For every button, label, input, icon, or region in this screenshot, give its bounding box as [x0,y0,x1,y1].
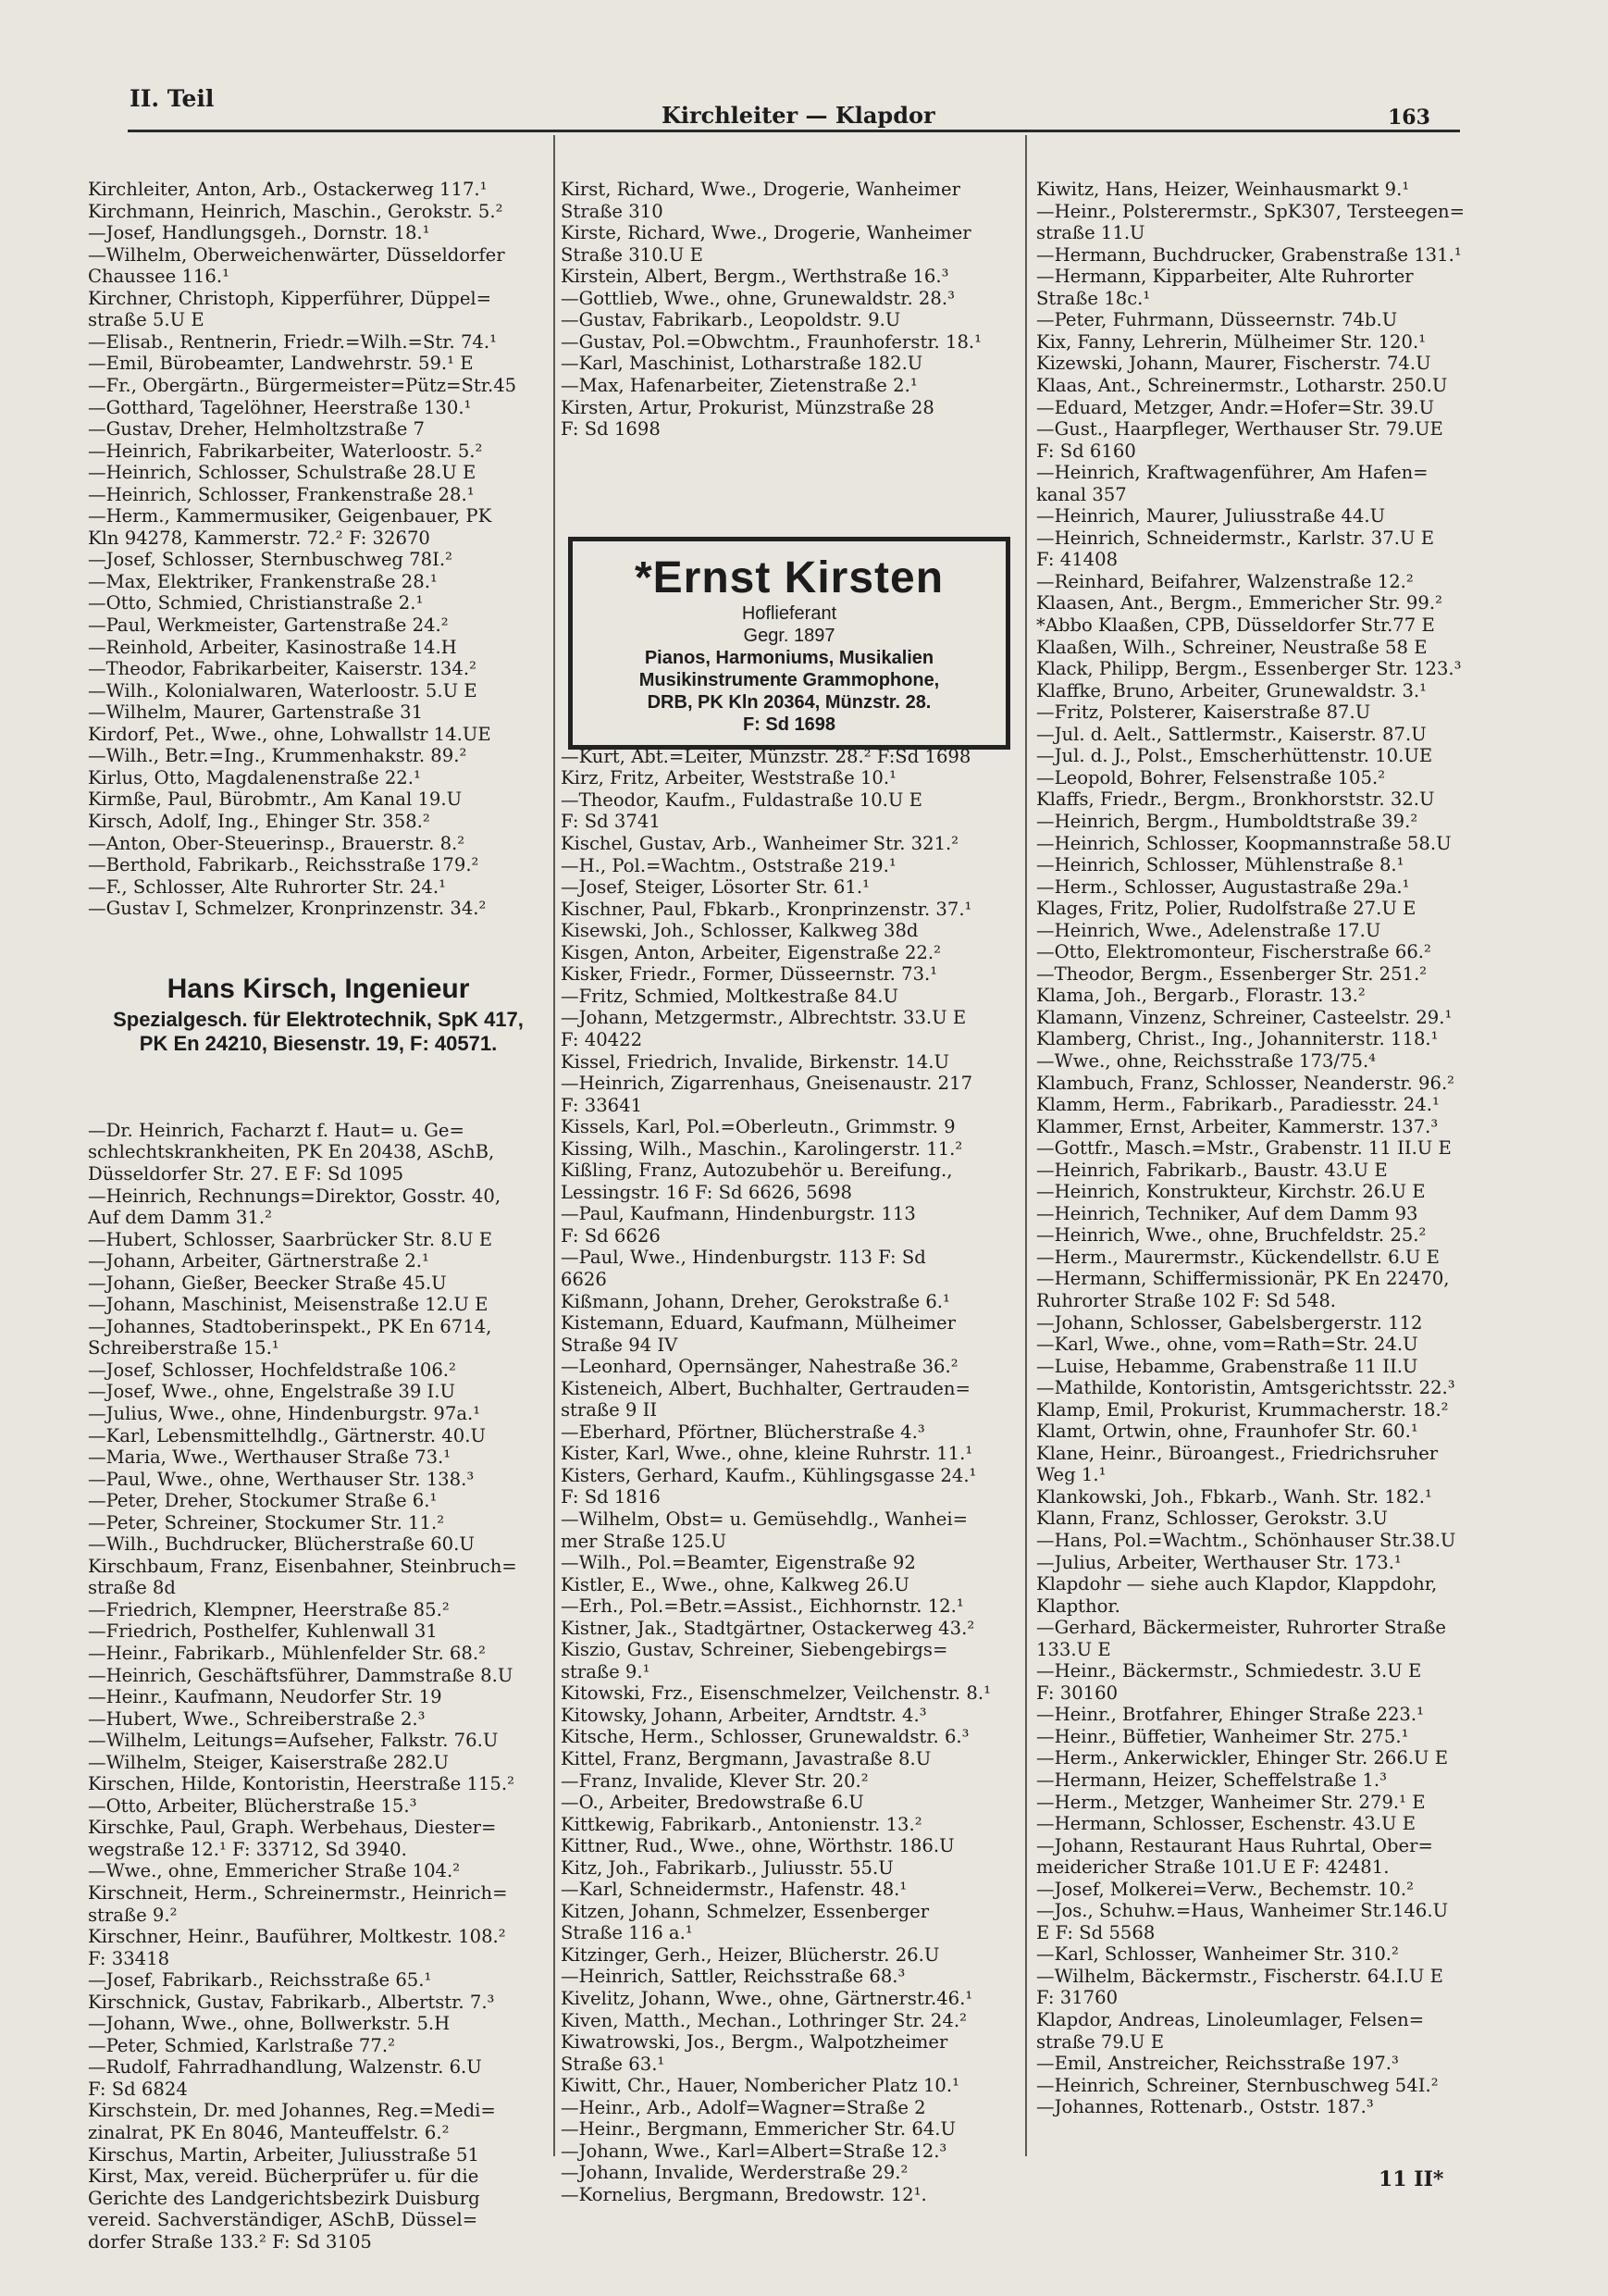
directory-entry-line: —Fritz, Polsterer, Kaiserstraße 87.U [1036,701,1371,724]
directory-entry-line: —H., Pol.=Wachtm., Oststraße 219.¹ [561,854,897,876]
directory-entry-line: Kitzinger, Gerh., Heizer, Blücherstr. 26.U [561,1943,940,1966]
directory-entry-line: Kirschneit, Herm., Schreinermstr., Heinrich= [88,1882,508,1905]
directory-entry-line: —Friedrich, Posthelfer, Kuhlenwall 31 [88,1620,438,1643]
directory-entry-line: —Wwe., ohne, Reichsstraße 173/75.⁴ [1036,1049,1377,1072]
directory-entry-line: —Johann, Metzgermstr., Albrechtstr. 33.U E [561,1007,967,1029]
directory-entry-line: —Wilhelm, Maurer, Gartenstraße 31 [88,701,424,724]
directory-entry-line: —O., Arbeiter, Bredowstraße 6.U [561,1792,864,1814]
directory-entry-line: —Luise, Hebamme, Grabenstraße 11 II.U [1036,1355,1418,1377]
column-2-entries-top [561,179,1018,441]
directory-entry-line: —Heinrich, Rechnungs=Direktor, Gosstr. 40, [88,1185,501,1207]
directory-entry-line: F: 31760 [1036,1987,1119,2009]
directory-entry-line: straße 8d [88,1577,176,1599]
directory-entry-line: F: 41408 [1036,549,1119,571]
directory-entry-line: Kisker, Friedr., Former, Düsseernstr. 73.¹ [561,963,938,986]
directory-entry-line: —Johann, Invalide, Werderstraße 29.² [561,2162,909,2184]
directory-entry-line: —Heinrich, Wwe., Adelenstraße 17.U [1036,919,1381,941]
directory-entry-line: —Wilh., Betr.=Ing., Krummenhakstr. 89.² [88,745,467,767]
directory-entry-line: —Fr., Obergärtn., Bürgermeister=Pütz=Str.45 [88,375,517,397]
directory-entry-line: —Hermann, Kipparbeiter, Alte Ruhrorter [1036,266,1414,288]
ad-box [568,537,1010,750]
directory-entry-line: Kirsten, Artur, Prokurist, Münzstraße 28 [561,396,934,418]
directory-entry-line: Straße 18c.¹ [1036,287,1151,309]
directory-entry-line: —Wwe., ohne, Emmericher Straße 104.² [88,1860,461,1882]
directory-entry-line: Kitowsky, Johann, Arbeiter, Arndtstr. 4.³ [561,1704,927,1726]
column-2 [561,135,1018,2205]
directory-entry-line: Straße 94 IV [561,1334,678,1356]
directory-entry-line: schlechtskrankheiten, PK En 20438, ASchB, [88,1141,495,1163]
directory-entry-line: Ruhrorter Straße 102 F: Sd 548. [1036,1289,1337,1311]
directory-entry-line: Kirst, Richard, Wwe., Drogerie, Wanheimer [561,179,960,201]
directory-entry-line: —Peter, Schmied, Karlstraße 77.² [88,2034,395,2056]
ad-line: Pianos, Harmoniums, Musikalien [644,647,934,668]
directory-entry-line: Kisgen, Anton, Arbeiter, Eigenstraße 22.² [561,941,941,963]
directory-entry-line: Kittner, Rud., Wwe., ohne, Wörthstr. 186.U [561,1835,955,1857]
directory-entry-line: Klann, Franz, Schlosser, Gerokstr. 3.U [1036,1508,1388,1530]
directory-entry-line: —Heinr., Arb., Adolf=Wagner=Straße 2 [561,2096,926,2118]
directory-entry-line: 133.U E [1036,1638,1111,1660]
directory-entry-line: —Karl, Schlosser, Wanheimer Str. 310.² [1036,1943,1399,1966]
directory-entry-line: Kitzen, Johann, Schmelzer, Essenberger [561,1900,930,1922]
directory-entry-line: —Anton, Ober-Steuerinsp., Brauerstr. 8.² [88,832,465,854]
directory-entry-line: Kirschus, Martin, Arbeiter, Juliusstraße 51 [88,2143,479,2166]
directory-entry-line: —Josef, Wwe., ohne, Engelstraße 39 I.U [88,1381,456,1403]
directory-entry-line: —Johann, Restaurant Haus Ruhrtal, Ober= [1036,1834,1433,1856]
directory-entry-line: —Gerhard, Bäckermeister, Ruhrorter Straße [1036,1617,1447,1639]
directory-entry-line: Kisteneich, Albert, Buchhalter, Gertrauden= [561,1377,971,1399]
directory-entry-line: —Heinr., Bäckermstr., Schmiedestr. 3.U E [1036,1660,1422,1682]
directory-entry-line: meidericher Straße 101.U E F: 42481. [1036,1856,1390,1879]
header-rule [128,130,1460,132]
directory-entry-line: Kln 94278, Kammerstr. 72.² F: 32670 [88,527,430,549]
directory-entry-line: —Peter, Dreher, Stockumer Straße 6.¹ [88,1490,438,1512]
directory-entry-line: straße 5.U E [88,309,204,331]
directory-entry-line: —Paul, Kaufmann, Hindenburgstr. 113 [561,1203,916,1225]
column-divider [1025,135,1027,2156]
directory-entry-line: —Josef, Fabrikarb., Reichsstraße 65.¹ [88,1969,432,1992]
directory-entry-line: Kißmann, Johann, Dreher, Gerokstraße 6.¹ [561,1290,950,1312]
directory-entry-line: Kizewski, Johann, Maurer, Fischerstr. 74.U [1036,353,1431,375]
directory-entry-line: Kischel, Gustav, Arb., Wanheimer Str. 321.² [561,833,959,855]
directory-entry-line: —Wilhelm, Oberweichenwärter, Düsseldorfer [88,243,505,266]
directory-entry-line: F: 40422 [561,1028,643,1050]
directory-entry-line: Kirschstein, Dr. med Johannes, Reg.=Medi= [88,2100,496,2122]
directory-entry-line: dorfer Straße 133.² F: Sd 3105 [88,2230,372,2253]
directory-entry-line: Klamberg, Christ., Ing., Johanniterstr. 118.¹ [1036,1028,1439,1050]
directory-entry-line: —Elisab., Rentnerin, Friedr.=Wilh.=Str. 74.¹ [88,330,497,353]
directory-entry-line: —Heinrich, Schreiner, Sternbuschweg 54I.² [1036,2074,1439,2096]
directory-entry-line: —Gottlieb, Wwe., ohne, Grunewaldstr. 28.³ [561,287,955,309]
directory-entry-line: Klambuch, Franz, Schlosser, Neanderstr. 96.² [1036,1072,1455,1094]
directory-entry-line: Auf dem Damm 31.² [88,1207,272,1229]
directory-entry-line: Kiwitt, Chr., Hauer, Nombericher Platz 10.¹ [561,2075,959,2097]
directory-entry-line: straße 9.² [88,1904,178,1926]
directory-entry-line: —Hermann, Heizer, Scheffelstraße 1.³ [1036,1769,1387,1792]
directory-entry-line: —Heinrich, Bergm., Humboldtstraße 39.² [1036,810,1418,832]
directory-entry-line: Kiwitz, Hans, Heizer, Weinhausmarkt 9.¹ [1036,179,1410,201]
directory-entry-line: Kirsch, Adolf, Ing., Ehinger Str. 358.² [88,810,430,832]
directory-entry-line: —Herm., Schlosser, Augustastraße 29a.¹ [1036,875,1410,898]
directory-entry-line: Kiwatrowski, Jos., Bergm., Walpotzheimer [561,2031,948,2054]
directory-entry-line: Kisewski, Joh., Schlosser, Kalkweg 38d [561,920,919,942]
directory-entry-line: —Heinrich, Techniker, Auf dem Damm 93 [1036,1202,1418,1224]
directory-entry-line: —Heinrich, Schlosser, Schulstraße 28.U E [88,462,476,484]
directory-entry-line: —Herm., Kammermusiker, Geigenbauer, PK [88,505,492,527]
directory-entry-line: —Wilhelm, Leitungs=Aufseher, Falkstr. 76.U [88,1730,499,1752]
directory-entry-line: —Hermann, Buchdrucker, Grabenstraße 131.¹ [1036,243,1462,266]
directory-entry-line: —Peter, Schreiner, Stockumer Str. 11.² [88,1511,445,1533]
header-range: Kirchleiter — Klapdor [662,102,935,129]
directory-entry-line: —Theodor, Kaufm., Fuldastraße 10.U E [561,788,922,811]
directory-entry-line: —Josef, Steiger, Lösorter Str. 61.¹ [561,876,870,899]
directory-entry-line: kanal 357 [1036,483,1127,505]
directory-entry-line: Klankowski, Joh., Fbkarb., Wanh. Str. 182.¹ [1036,1485,1432,1508]
advertisement-ernst-kirsten [561,484,1018,735]
directory-entry-line: —Johann, Arbeiter, Gärtnerstraße 2.¹ [88,1250,429,1272]
ad-subtitle: Hoflieferant [741,602,837,624]
directory-entry-line: —Gustav, Dreher, Helmholtzstraße 7 [88,418,425,441]
directory-entry-line: —Otto, Schmied, Christianstraße 2.¹ [88,592,424,614]
directory-entry-line: —Karl, Wwe., ohne, vom=Rath=Str. 24.U [1036,1334,1418,1356]
directory-entry-line: Kirst, Max, vereid. Bücherprüfer u. für die [88,2166,479,2188]
directory-entry-line: Kix, Fanny, Lehrerin, Mülheimer Str. 120.¹ [1036,330,1427,353]
directory-entry-line: Kirschen, Hilde, Kontoristin, Heerstraße 115.² [88,1773,514,1795]
directory-entry-line: —Gustav I, Schmelzer, Kronprinzenstr. 34.² [88,898,487,920]
directory-entry-line: Kirschke, Paul, Graph. Werbehaus, Diester= [88,1817,497,1839]
directory-entry-line: Kitz, Joh., Fabrikarb., Juliusstr. 55.U [561,1856,894,1879]
directory-entry-line: Lessingstr. 16 F: Sd 6626, 5698 [561,1181,853,1203]
directory-entry-line: Kittkewig, Fabrikarb., Antonienstr. 13.² [561,1813,922,1835]
directory-entry-line: —Paul, Wwe., ohne, Werthauser Str. 138.³ [88,1468,475,1490]
directory-entry-line: —Heinrich, Sattler, Reichsstraße 68.³ [561,1966,906,1988]
directory-entry-line: —Otto, Elektromonteur, Fischerstraße 66.² [1036,941,1431,963]
directory-entry-line: —Wilh., Pol.=Beamter, Eigenstraße 92 [561,1552,916,1574]
directory-entry-line: —Reinhard, Beifahrer, Walzenstraße 12.² [1036,570,1414,592]
directory-entry-line: —Hermann, Schlosser, Eschenstr. 43.U E [1036,1813,1416,1835]
directory-entry-line: —Johannes, Stadtoberinspekt., PK En 6714, [88,1315,492,1337]
directory-entry-line: —Karl, Maschinist, Lotharstraße 182.U [561,353,923,375]
directory-entry-line: —Erh., Pol.=Betr.=Assist., Eichhornstr. 12.¹ [561,1595,964,1618]
directory-entry-line: Straße 116 a.¹ [561,1922,693,1944]
directory-entry-line: —Theodor, Fabrikarbeiter, Kaiserstr. 134.² [88,658,476,680]
directory-entry-line: Kissel, Friedrich, Invalide, Birkenstr. 14.U [561,1050,950,1073]
directory-entry-line: —Wilhelm, Obst= u. Gemüsehdlg., Wanhei= [561,1508,969,1530]
ad-line: Spezialgesch. für Elektrotechnik, SpK 417, [113,1007,524,1031]
directory-entry-line: Klaasen, Ant., Bergm., Emmericher Str. 99.² [1036,592,1442,614]
directory-entry-line: Klamann, Vinzenz, Schreiner, Casteelstr. 29.¹ [1036,1006,1453,1028]
directory-entry-line: —Mathilde, Kontoristin, Amtsgerichtsstr. 22.³ [1036,1377,1455,1399]
directory-entry-line: Klammer, Ernst, Arbeiter, Kammerstr. 137.³ [1036,1115,1439,1137]
directory-entry-line: —Wilh., Buchdrucker, Blücherstraße 60.U [88,1533,475,1556]
directory-entry-line: —Karl, Schneidermstr., Hafenstr. 48.¹ [561,1879,908,1901]
directory-entry-line: —Heinrich, Geschäftsführer, Dammstraße 8.U [88,1664,513,1686]
directory-entry-line: Kischner, Paul, Fbkarb., Kronprinzenstr. 37.¹ [561,898,972,920]
directory-entry-line: —Wilhelm, Steiger, Kaiserstraße 282.U [88,1751,450,1773]
directory-entry-line: vereid. Sachverständiger, ASchB, Düssel= [88,2209,478,2231]
directory-entry-line: Weg 1.¹ [1036,1464,1107,1486]
directory-entry-line: Klama, Joh., Bergarb., Florastr. 13.² [1036,985,1366,1007]
directory-entry-line: straße 11.U [1036,222,1145,244]
directory-entry-line: —Hubert, Wwe., Schreiberstraße 2.³ [88,1707,426,1730]
directory-entry-line: —Heinrich, Konstrukteur, Kirchstr. 26.U E [1036,1181,1426,1203]
directory-entry-line: Kirchmann, Heinrich, Maschin., Gerokstr. 5.² [88,200,503,222]
directory-entry-line: Klamm, Herm., Fabrikarb., Paradiesstr. 24.¹ [1036,1094,1440,1116]
directory-entry-line: Kittel, Franz, Bergmann, Javastraße 8.U [561,1748,932,1769]
directory-entry-line: —Friedrich, Klempner, Heerstraße 85.² [88,1598,450,1620]
directory-entry-line: Kitowski, Frz., Eisenschmelzer, Veilchenstr. 8.¹ [561,1682,991,1705]
directory-entry-line: —Heinrich, Zigarrenhaus, Gneisenaustr. 217 [561,1073,973,1095]
directory-entry-line: —Max, Elektriker, Frankenstraße 28.¹ [88,570,438,592]
directory-entry-line: —Hans, Pol.=Wachtm., Schönhauser Str.38.U [1036,1530,1456,1551]
directory-entry-line: Chaussee 116.¹ [88,266,229,288]
directory-entry-line: —Franz, Invalide, Klever Str. 20.² [561,1769,869,1792]
directory-entry-line: —Emil, Bürobeamter, Landwehrstr. 59.¹ E [88,353,474,375]
directory-entry-line: F: 33418 [88,1947,170,1969]
directory-entry-line: —Heinr., Polsterermstr., SpK307, Tersteegen= [1036,200,1466,222]
directory-entry-line: —Jul. d. Aelt., Sattlermstr., Kaiserstr. 87.U [1036,723,1427,745]
directory-entry-line: —Fritz, Schmied, Moltkestraße 84.U [561,985,898,1007]
directory-entry-line: —Herm., Metzger, Wanheimer Str. 279.¹ E [1036,1791,1426,1813]
directory-entry-line: —Heinr., Fabrikarb., Mühlenfelder Str. 68.² [88,1643,486,1664]
directory-entry-line: *Abbo Klaaßen, CPB, Düsseldorfer Str.77 E [1036,614,1435,637]
ad-line: DRB, PK Kln 20364, Münzstr. 28. [647,691,932,713]
directory-entry-line: straße 79.U E [1036,2030,1165,2053]
directory-entry-line: —Gustav, Fabrikarb., Leopoldstr. 9.U [561,309,901,331]
directory-entry-line: —Josef, Schlosser, Sternbuschweg 78I.² [88,549,452,571]
directory-entry-line: —Gotthard, Tagelöhner, Heerstraße 130.¹ [88,396,472,418]
directory-entry-line: —Berthold, Fabrikarb., Reichsstraße 179.² [88,854,479,876]
directory-entry-line: F: 30160 [1036,1682,1119,1704]
directory-entry-line: Kissels, Karl, Pol.=Oberleutn., Grimmstr. 9 [561,1116,956,1138]
directory-entry-line: —Otto, Arbeiter, Blücherstraße 15.³ [88,1794,417,1817]
directory-entry-line: —Josef, Molkerei=Verw., Bechemstr. 10.² [1036,1878,1414,1900]
directory-entry-line: —Heinrich, Schlosser, Koopmannstraße 58.U [1036,832,1452,854]
directory-entry-line: —Jos., Schuhw.=Haus, Wanheimer Str.146.U [1036,1900,1449,1922]
directory-entry-line: Kistler, E., Wwe., ohne, Kalkweg 26.U [561,1573,909,1595]
directory-entry-line: mer Straße 125.U [561,1530,727,1552]
directory-entry-line: —Heinrich, Maurer, Juliusstraße 44.U [1036,505,1386,527]
directory-entry-line: —Kornelius, Bergmann, Bredowstr. 12¹. [561,2183,927,2205]
directory-entry-line: Kirschner, Heinr., Bauführer, Moltkestr. 108.² [88,1926,506,1948]
directory-entry-line: —Hermann, Schiffermissionär, PK En 22470, [1036,1268,1450,1290]
directory-entry-line: F: Sd 3741 [561,811,661,833]
column-2-entries-bottom [561,746,1018,2206]
directory-entry-line: —Gust., Haarpfleger, Werthauser Str. 79.UE [1036,418,1443,441]
directory-entry-line: Kißling, Franz, Autozubehör u. Bereifung., [561,1160,953,1182]
directory-entry-line: —Johannes, Rottenarb., Oststr. 187.³ [1036,2096,1374,2118]
directory-entry-line: Gerichte des Landgerichtsbezirk Duisburg [88,2187,480,2209]
directory-entry-line: Kisters, Gerhard, Kaufm., Kühlingsgasse 24.¹ [561,1464,977,1486]
directory-entry-line: Kiszio, Gustav, Schreiner, Siebengebirgs= [561,1639,948,1661]
directory-entry-line: F: Sd 6160 [1036,440,1136,462]
directory-entry-line: zinalrat, PK En 8046, Manteuffelstr. 6.² [88,2122,450,2144]
column-1 [88,135,549,2253]
directory-entry-line: —Wilh., Kolonialwaren, Waterloostr. 5.U E [88,679,477,701]
directory-entry-line: —Heinrich, Wwe., ohne, Bruchfeldstr. 25.² [1036,1224,1427,1247]
directory-entry-line: Straße 310 [561,200,663,222]
directory-entry-line: Kirz, Fritz, Arbeiter, Weststraße 10.¹ [561,767,897,789]
directory-entry-line: —Paul, Werkmeister, Gartenstraße 24.² [88,614,449,637]
directory-entry-line: Kirmße, Paul, Bürobmtr., Am Kanal 19.U [88,788,463,811]
header-part: II. Teil [130,85,215,112]
directory-entry-line: Kirchleiter, Anton, Arb., Ostackerweg 117.¹ [88,179,488,201]
directory-entry-line: —Maria, Wwe., Werthauser Straße 73.¹ [88,1446,451,1469]
directory-entry-line: —Theodor, Bergm., Essenberger Str. 251.² [1036,962,1428,985]
directory-entry-line: Kissing, Wilh., Maschin., Karolingerstr. 11.² [561,1137,963,1160]
directory-entry-line: F: Sd 1698 [561,418,661,441]
directory-entry-line: straße 9.¹ [561,1660,650,1682]
directory-entry-line: F: Sd 6626 [561,1224,661,1247]
directory-entry-line: —Leonhard, Opernsänger, Nahestraße 36.² [561,1356,959,1378]
directory-entry-line: —Eberhard, Pförtner, Blücherstraße 4.³ [561,1421,925,1443]
directory-entry-line: —Leopold, Bohrer, Felsenstraße 105.² [1036,766,1386,788]
directory-entry-line: —Julius, Arbeiter, Werthauser Str. 173.¹ [1036,1551,1402,1573]
directory-entry-line: Kistner, Jak., Stadtgärtner, Ostackerweg 43.² [561,1617,975,1639]
column-1-entries-top [88,179,549,920]
directory-entry-line: —F., Schlosser, Alte Ruhrorter Str. 24.¹ [88,875,446,898]
directory-entry-line: —Heinr., Büffetier, Wanheimer Str. 275.¹ [1036,1725,1409,1747]
directory-entry-line: E F: Sd 5568 [1036,1921,1156,1943]
directory-entry-line: Kirdorf, Pet., Wwe., ohne, Lohwallstr 14.UE [88,723,491,745]
directory-entry-line: —Heinr., Bergmann, Emmericher Str. 64.U [561,2118,957,2141]
directory-entry-line: Kitsche, Herm., Schlosser, Grunewaldstr. 6.³ [561,1726,970,1748]
directory-entry-line: Klapthor. [1036,1595,1120,1617]
directory-entry-line: —Julius, Wwe., ohne, Hindenburgstr. 97a.¹ [88,1402,481,1424]
ad-line: Musikinstrumente Grammophone, [638,669,940,690]
column-3-entries [1036,179,1499,2118]
directory-entry-line: —Heinrich, Schneidermstr., Karlstr. 37.U E [1036,527,1435,549]
directory-entry-line: —Peter, Fuhrmann, Düsseernstr. 74b.U [1036,309,1398,331]
directory-entry-line: —Heinrich, Schlosser, Frankenstraße 28.¹ [88,483,475,505]
directory-entry-line: Klamp, Emil, Prokurist, Krummacherstr. 18.² [1036,1398,1449,1421]
advertisement-hans-kirsch [88,963,549,1076]
column-divider [553,135,555,2156]
directory-entry-line: 6626 [561,1268,607,1290]
directory-entry-line: —Reinhold, Arbeiter, Kasinostraße 14.H [88,636,457,658]
directory-entry-line: —Gottfr., Masch.=Mstr., Grabenstr. 11 II.U E [1036,1137,1452,1160]
directory-entry-line: Kirschnick, Gustav, Fabrikarb., Albertstr. 7.³ [88,1991,495,2013]
directory-entry-line: wegstraße 12.¹ F: 33712, Sd 3940. [88,1838,407,1860]
directory-entry-line: —Kurt, Abt.=Leiter, Münzstr. 28.² F:Sd 1698 [561,745,971,767]
directory-entry-line: —Wilhelm, Bäckermstr., Fischerstr. 64.I.U E [1036,1965,1443,1987]
directory-entry-line: Kivelitz, Johann, Wwe., ohne, Gärtnerstr.46.¹ [561,1988,973,2010]
directory-entry-line: straße 9 II [561,1399,658,1421]
directory-entry-line: —Emil, Anstreicher, Reichsstraße 197.³ [1036,2053,1399,2075]
directory-entry-line: —Heinrich, Kraftwagenführer, Am Hafen= [1036,462,1429,484]
directory-entry-line: —Herm., Maurermstr., Kückendellstr. 6.U E [1036,1246,1440,1268]
directory-entry-line: —Herm., Ankerwickler, Ehinger Str. 266.U E [1036,1747,1449,1769]
directory-entry-line: Schreiberstraße 15.¹ [88,1337,279,1359]
column-3 [1036,135,1499,2156]
directory-entry-line: Straße 63.¹ [561,2053,665,2075]
page-number: 163 [1388,105,1430,130]
directory-entry-line: —Rudolf, Fahrradhandlung, Walzenstr. 6.U [88,2056,482,2079]
directory-entry-line: Kister, Karl, Wwe., ohne, kleine Ruhrstr. 11.¹ [561,1443,973,1465]
directory-entry-line: —Paul, Wwe., Hindenburgstr. 113 F: Sd [561,1247,926,1269]
directory-entry-line: Klapdor, Andreas, Linoleumlager, Felsen= [1036,2009,1425,2031]
directory-entry-line: Kirschbaum, Franz, Eisenbahner, Steinbruch= [88,1555,517,1577]
directory-entry-line: Düsseldorfer Str. 27. E F: Sd 1095 [88,1162,404,1185]
directory-entry-line: Klane, Heinr., Büroangest., Friedrichsruher [1036,1442,1439,1464]
directory-entry-line: —Max, Hafenarbeiter, Zietenstraße 2.¹ [561,375,918,397]
directory-entry-line: Kirchner, Christoph, Kipperführer, Düppel= [88,287,492,309]
directory-entry-line: Klaaßen, Wilh., Schreiner, Neustraße 58 E [1036,636,1428,658]
directory-entry-line: —Hubert, Schlosser, Saarbrücker Str. 8.U E [88,1228,493,1250]
directory-entry-line: Kistemann, Eduard, Kaufmann, Mülheimer [561,1312,957,1334]
directory-entry-line: —Gustav, Pol.=Obwchtm., Fraunhoferstr. 18.¹ [561,330,983,353]
directory-entry-line: F: Sd 1816 [561,1486,661,1508]
directory-entry-line: F: 33641 [561,1094,643,1116]
sheet-signature: 11 II* [1379,2167,1444,2191]
directory-entry-line: —Heinrich, Fabrikarbeiter, Waterloostr. 5.² [88,440,483,462]
directory-entry-line: Klack, Philipp, Bergm., Essenberger Str. 123.³ [1036,658,1462,680]
directory-entry-line: —Jul. d. J., Polst., Emscherhüttenstr. 10.UE [1036,745,1433,767]
directory-entry-line: Kiven, Matth., Mechan., Lothringer Str. 24.² [561,2009,967,2031]
directory-entry-line: Straße 310.U E [561,243,703,266]
directory-entry-line: —Heinr., Brotfahrer, Ehinger Straße 223.¹ [1036,1704,1424,1726]
column-1-entries-bottom [88,1120,549,2253]
directory-entry-line: Klaffs, Friedr., Bergm., Bronkhorststr. 32.U [1036,788,1435,811]
directory-entry-line: —Johann, Gießer, Beecker Straße 45.U [88,1272,447,1294]
ad-founded: Gegr. 1897 [743,625,835,646]
directory-entry-line: Klapdohr — siehe auch Klapdor, Klappdohr, [1036,1573,1438,1595]
directory-entry-line: —Heinr., Kaufmann, Neudorfer Str. 19 [88,1686,442,1708]
directory-entry-line: Klaffke, Bruno, Arbeiter, Grunewaldstr. 3.¹ [1036,679,1428,701]
ad-title: *Ernst Kirsten [634,552,945,602]
directory-entry-line: Kirstein, Albert, Bergm., Werthstraße 16.³ [561,266,949,288]
directory-entry-line: —Johann, Wwe., Karl=Albert=Straße 12.³ [561,2140,947,2162]
directory-entry-line: Klages, Fritz, Polier, Rudolfstraße 27.U E [1036,898,1416,920]
directory-entry-line: —Johann, Maschinist, Meisenstraße 12.U E [88,1294,489,1316]
directory-entry-line: —Josef, Schlosser, Hochfeldstraße 106.² [88,1359,456,1381]
ad-line: F: Sd 1698 [742,714,836,735]
directory-entry-line: Klamt, Ortwin, ohne, Fraunhofer Str. 60.¹ [1036,1421,1418,1443]
directory-entry-line: —Johann, Wwe., ohne, Bollwerkstr. 5.H [88,2013,451,2035]
directory-entry-line: —Dr. Heinrich, Facharzt f. Haut= u. Ge= [88,1119,464,1141]
ad-line: PK En 24210, Biesenstr. 19, F: 40571. [139,1031,498,1055]
directory-entry-line: —Heinrich, Fabrikarb., Baustr. 43.U E [1036,1159,1388,1181]
directory-entry-line: —Eduard, Metzger, Andr.=Hofer=Str. 39.U [1036,396,1435,418]
directory-entry-line: F: Sd 6824 [88,2078,188,2100]
directory-entry-line: Kirste, Richard, Wwe., Drogerie, Wanheimer [561,222,971,244]
directory-entry-line: —Josef, Handlungsgeh., Dornstr. 18.¹ [88,222,430,244]
directory-entry-line: —Karl, Lebensmittelhdlg., Gärtnerstr. 40.U [88,1424,486,1446]
directory-entry-line: —Heinrich, Schlosser, Mühlenstraße 8.¹ [1036,854,1404,876]
directory-entry-line: —Johann, Schlosser, Gabelsbergerstr. 112 [1036,1311,1423,1334]
directory-entry-line: Klaas, Ant., Schreinermstr., Lotharstr. 250.U [1036,375,1448,397]
ad-title: Hans Kirsch, Ingenieur [167,973,470,1004]
directory-entry-line: Kirlus, Otto, Magdalenenstraße 22.¹ [88,766,421,788]
